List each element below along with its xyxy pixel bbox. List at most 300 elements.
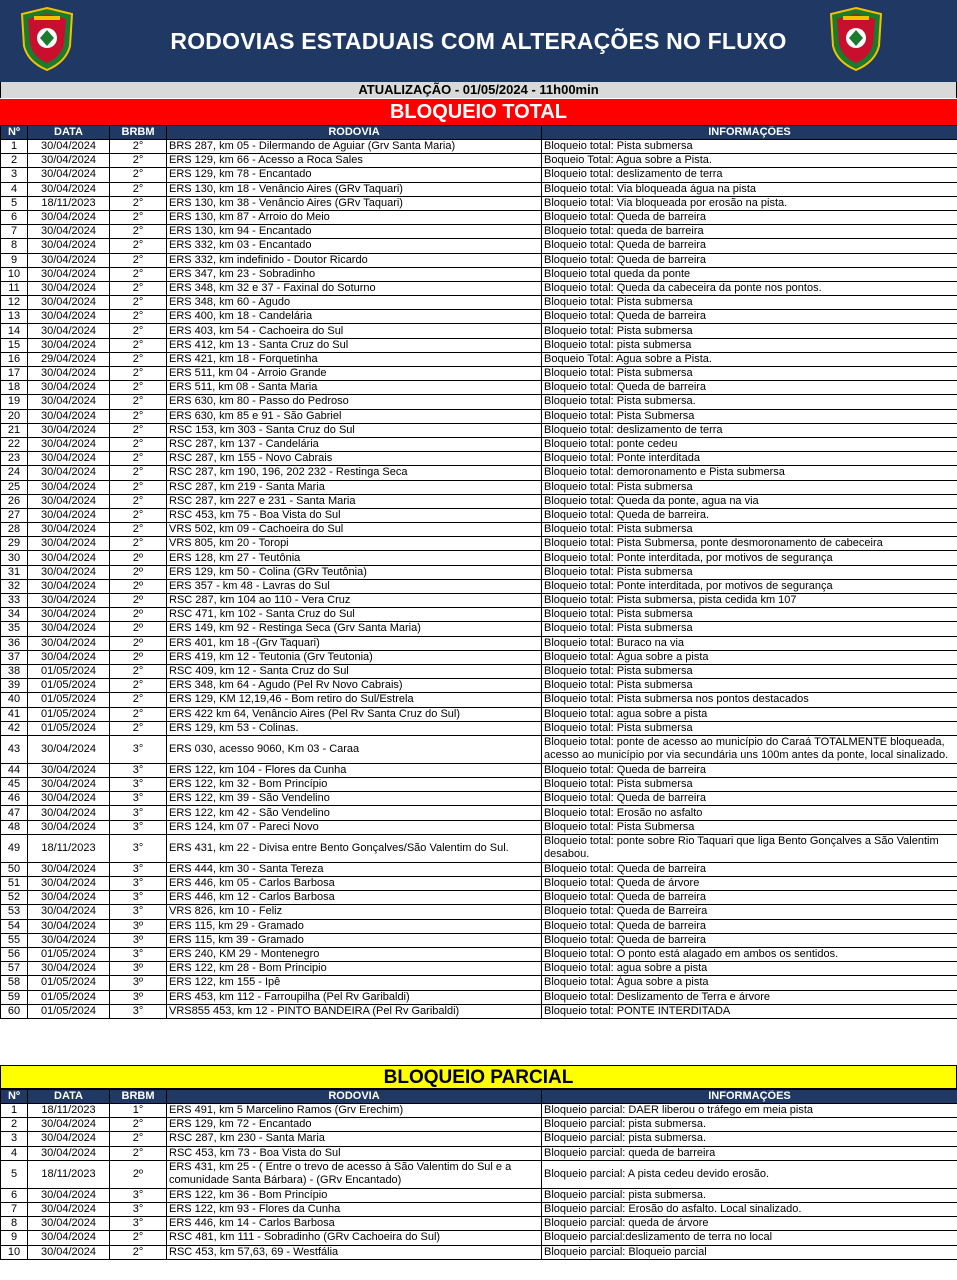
cell-date: 30/04/2024 (28, 735, 110, 763)
cell-road: VRS 805, km 20 - Toropi (167, 537, 542, 551)
cell-brbm: 3° (110, 877, 167, 891)
page-title: RODOVIAS ESTADUAIS COM ALTERAÇÕES NO FLUXO (170, 27, 787, 54)
cell-num: 8 (1, 239, 28, 253)
cell-num: 3 (1, 1132, 28, 1146)
table-row (1, 636, 957, 650)
table-row (1, 253, 957, 267)
cell-date: 01/05/2024 (28, 976, 110, 990)
table-row (1, 466, 957, 480)
cell-brbm: 2º (110, 565, 167, 579)
cell-brbm: 2° (110, 1132, 167, 1146)
cell-num: 5 (1, 1160, 28, 1188)
cell-info: Bloqueio total: Pista submersa. (542, 395, 957, 409)
cell-brbm: 2° (110, 1231, 167, 1245)
cell-brbm: 3° (110, 1202, 167, 1216)
cell-date: 30/04/2024 (28, 650, 110, 664)
cell-date: 30/04/2024 (28, 1146, 110, 1160)
cell-info: Bloqueio total: Queda de barreira (542, 310, 957, 324)
table-row (1, 452, 957, 466)
cell-road: ERS 630, km 85 e 91 - São Gabriel (167, 409, 542, 423)
cell-num: 11 (1, 281, 28, 295)
table-row (1, 1004, 957, 1018)
cell-brbm: 2° (110, 523, 167, 537)
cell-num: 9 (1, 253, 28, 267)
table-row (1, 154, 957, 168)
table-row (1, 1132, 957, 1146)
cell-num: 45 (1, 778, 28, 792)
cell-info: Bloqueio total: Queda de barreira (542, 862, 957, 876)
cell-num: 1 (1, 140, 28, 154)
cell-date: 30/04/2024 (28, 862, 110, 876)
cell-brbm: 2° (110, 352, 167, 366)
cell-brbm: 3° (110, 1004, 167, 1018)
cell-road: ERS 130, km 87 - Arroio do Meio (167, 210, 542, 224)
table-row (1, 480, 957, 494)
cell-date: 30/04/2024 (28, 281, 110, 295)
cell-info: Bloqueio total: Queda de barreira (542, 933, 957, 947)
cell-info: Bloqueio total: Pista submersa, pista cedida km 107 (542, 594, 957, 608)
cell-num: 15 (1, 338, 28, 352)
cell-date: 01/05/2024 (28, 693, 110, 707)
cell-date: 01/05/2024 (28, 1004, 110, 1018)
cell-road: ERS 357 - km 48 - Lavras do Sul (167, 579, 542, 593)
cell-date: 30/04/2024 (28, 296, 110, 310)
cell-num: 7 (1, 225, 28, 239)
cell-date: 30/04/2024 (28, 905, 110, 919)
cell-info: Bloqueio total: Queda de barreira. (542, 508, 957, 522)
cell-road: VRS 502, km 09 - Cachoeira do Sul (167, 523, 542, 537)
cell-date: 29/04/2024 (28, 352, 110, 366)
cell-num: 1 (1, 1104, 28, 1118)
cell-info: Bloqueio total: Pista submersa (542, 324, 957, 338)
cell-info: Bloqueio total: agua sobre a pista (542, 707, 957, 721)
cell-date: 01/05/2024 (28, 721, 110, 735)
cell-date: 30/04/2024 (28, 466, 110, 480)
cell-brbm: 2° (110, 679, 167, 693)
cell-num: 32 (1, 579, 28, 593)
cell-num: 42 (1, 721, 28, 735)
cell-date: 01/05/2024 (28, 990, 110, 1004)
page-header (0, 0, 957, 82)
cell-info: Bloqueio total: Pista submersa (542, 679, 957, 693)
table-row (1, 523, 957, 537)
table-row (1, 862, 957, 876)
cell-road: VRS 826, km 10 - Feliz (167, 905, 542, 919)
table-row (1, 834, 957, 862)
cell-brbm: 2º (110, 594, 167, 608)
table-row (1, 537, 957, 551)
cell-road: RSC 287, km 230 - Santa Maria (167, 1132, 542, 1146)
cell-date: 01/05/2024 (28, 707, 110, 721)
cell-date: 30/04/2024 (28, 636, 110, 650)
cell-road: ERS 453, km 112 - Farroupilha (Pel Rv Garibaldi) (167, 990, 542, 1004)
cell-brbm: 2° (110, 537, 167, 551)
cell-road: ERS 122, km 39 - São Vendelino (167, 792, 542, 806)
cell-road: ERS 030, acesso 9060, Km 03 - Caraa (167, 735, 542, 763)
cell-num: 31 (1, 565, 28, 579)
cell-info: Bloqueio total: Pista submersa nos pontos destacados (542, 693, 957, 707)
table-row (1, 409, 957, 423)
cell-info: Bloqueio total: Pista submersa (542, 480, 957, 494)
cell-road: ERS 412, km 13 - Santa Cruz do Sul (167, 338, 542, 352)
cell-brbm: 3° (110, 947, 167, 961)
cell-brbm: 2° (110, 494, 167, 508)
table-row (1, 905, 957, 919)
cell-road: ERS 332, km indefinido - Doutor Ricardo (167, 253, 542, 267)
cell-info: Bloqueio total: Queda de árvore (542, 877, 957, 891)
cell-date: 30/04/2024 (28, 1132, 110, 1146)
cell-date: 01/05/2024 (28, 679, 110, 693)
table-row (1, 976, 957, 990)
cell-num: 51 (1, 877, 28, 891)
table-row (1, 693, 957, 707)
cell-info: Bloqueio total: O ponto está alagado em ambos os sentidos. (542, 947, 957, 961)
cell-info: Bloqueio total: queda de barreira (542, 225, 957, 239)
table-row (1, 707, 957, 721)
table-row (1, 140, 957, 154)
cell-info: Bloqueio total: Ponte interditada (542, 452, 957, 466)
cell-brbm: 3º (110, 962, 167, 976)
col-header-brbm: BRBM (110, 1090, 167, 1104)
cell-info: Bloqueio total: PONTE INTERDITADA (542, 1004, 957, 1018)
cell-date: 30/04/2024 (28, 225, 110, 239)
cell-info: Bloqueio total: Pista Submersa (542, 409, 957, 423)
cell-num: 54 (1, 919, 28, 933)
table-row (1, 792, 957, 806)
cell-date: 30/04/2024 (28, 182, 110, 196)
cell-info: Bloqueio total: Queda de barreira (542, 919, 957, 933)
cell-road: RSC 153, km 303 - Santa Cruz do Sul (167, 423, 542, 437)
table-row (1, 990, 957, 1004)
cell-brbm: 2° (110, 452, 167, 466)
cell-brbm: 2º (110, 636, 167, 650)
table-row (1, 1104, 957, 1118)
cell-brbm: 3° (110, 834, 167, 862)
cell-brbm: 1° (110, 1104, 167, 1118)
brigada-badge-icon (18, 6, 76, 72)
cell-road: ERS 446, km 14 - Carlos Barbosa (167, 1217, 542, 1231)
cell-road: ERS 129, km 72 - Encantado (167, 1118, 542, 1132)
cell-info: Bloqueio total: Queda de barreira (542, 381, 957, 395)
table-row (1, 310, 957, 324)
cell-info: Bloqueio parcial: Bloqueio parcial (542, 1245, 957, 1259)
cell-info: Bloqueio total: Pista submersa (542, 296, 957, 310)
cell-info: Bloqueio total: Pista submersa (542, 778, 957, 792)
cell-num: 6 (1, 1188, 28, 1202)
table-row (1, 820, 957, 834)
cell-road: RSC 287, km 190, 196, 202 232 - Restinga Seca (167, 466, 542, 480)
cell-info: Bloqueio total: ponte sobre Rio Taquari que liga Bento Gonçalves a São Valentim desabou. (542, 834, 957, 862)
cell-road: RSC 481, km 111 - Sobradinho (GRv Cachoeira do Sul) (167, 1231, 542, 1245)
cell-info: Bloqueio total: demoronamento e Pista submersa (542, 466, 957, 480)
cell-road: ERS 431, km 25 - ( Entre o trevo de acesso à São Valentim do Sul e a comunidade Santa Bárbara) - (GRv Encantado) (167, 1160, 542, 1188)
cell-num: 35 (1, 622, 28, 636)
cell-info: Bloqueio total: Pista submersa (542, 140, 957, 154)
cell-info: Bloqueio total: Pista submersa (542, 367, 957, 381)
cell-info: Bloqueio total: Pista submersa (542, 622, 957, 636)
cell-date: 01/05/2024 (28, 664, 110, 678)
cell-num: 52 (1, 891, 28, 905)
cell-info: Bloqueio parcial: Erosão do asfalto. Local sinalizado. (542, 1202, 957, 1216)
cell-info: Bloqueio total queda da ponte (542, 267, 957, 281)
cell-road: ERS 122, km 36 - Bom Princípio (167, 1188, 542, 1202)
cell-date: 30/04/2024 (28, 480, 110, 494)
table-row (1, 594, 957, 608)
cell-date: 30/04/2024 (28, 168, 110, 182)
cell-road: RSC 471, km 102 - Santa Cruz do Sul (167, 608, 542, 622)
cell-info: Bloqueio total: pista submersa (542, 338, 957, 352)
cell-road: ERS 130, km 94 - Encantado (167, 225, 542, 239)
partial-block-table (0, 1089, 957, 1260)
cell-date: 30/04/2024 (28, 381, 110, 395)
cell-info: Bloqueio total: Pista submersa (542, 664, 957, 678)
cell-road: ERS 444, km 30 - Santa Tereza (167, 862, 542, 876)
table-row (1, 210, 957, 224)
cell-road: ERS 348, km 32 e 37 - Faxinal do Soturno (167, 281, 542, 295)
cell-brbm: 3° (110, 862, 167, 876)
cell-info: Bloqueio total: Pista submersa (542, 523, 957, 537)
table-row (1, 933, 957, 947)
cell-date: 30/04/2024 (28, 409, 110, 423)
cell-brbm: 3º (110, 990, 167, 1004)
cell-date: 18/11/2023 (28, 1104, 110, 1118)
cell-brbm: 3° (110, 735, 167, 763)
cell-num: 6 (1, 210, 28, 224)
cell-road: ERS 129, KM 12,19,46 - Bom retiro do Sul/Estrela (167, 693, 542, 707)
cell-info: Bloqueio total: deslizamento de terra (542, 423, 957, 437)
cell-date: 30/04/2024 (28, 919, 110, 933)
col-header-brbm: BRBM (110, 126, 167, 140)
cell-road: ERS 129, km 78 - Encantado (167, 168, 542, 182)
cell-road: RSC 287, km 137 - Candelária (167, 437, 542, 451)
cell-num: 50 (1, 862, 28, 876)
cell-num: 43 (1, 735, 28, 763)
cell-info: Bloqueio total: Pista submersa (542, 565, 957, 579)
table-row (1, 622, 957, 636)
cell-info: Bloqueio total: Queda de Barreira (542, 905, 957, 919)
cell-info: Bloqueio total: Ponte interditada, por motivos de segurança (542, 579, 957, 593)
cell-road: ERS 124, km 07 - Pareci Novo (167, 820, 542, 834)
cell-num: 17 (1, 367, 28, 381)
cell-info: Bloqueio parcial: queda de árvore (542, 1217, 957, 1231)
cell-brbm: 2° (110, 508, 167, 522)
table-row (1, 267, 957, 281)
cell-road: ERS 630, km 80 - Passo do Pedroso (167, 395, 542, 409)
cell-brbm: 2° (110, 466, 167, 480)
cell-num: 12 (1, 296, 28, 310)
cell-brbm: 2º (110, 579, 167, 593)
cell-brbm: 2º (110, 551, 167, 565)
cell-info: Bloqueio total: agua sobre a pista (542, 962, 957, 976)
cell-date: 30/04/2024 (28, 1231, 110, 1245)
cell-road: ERS 129, km 66 - Acesso a Roca Sales (167, 154, 542, 168)
cell-date: 30/04/2024 (28, 395, 110, 409)
cell-num: 25 (1, 480, 28, 494)
cell-num: 18 (1, 381, 28, 395)
table-row (1, 551, 957, 565)
table-row (1, 296, 957, 310)
cell-date: 30/04/2024 (28, 792, 110, 806)
cell-num: 5 (1, 196, 28, 210)
cell-road: ERS 348, km 64 - Agudo (Pel Rv Novo Cabrais) (167, 679, 542, 693)
table-row (1, 1245, 957, 1259)
cell-brbm: 2° (110, 707, 167, 721)
cell-date: 30/04/2024 (28, 1217, 110, 1231)
cell-road: ERS 332, km 03 - Encantado (167, 239, 542, 253)
cell-road: ERS 421, km 18 - Forquetinha (167, 352, 542, 366)
cell-brbm: 3° (110, 905, 167, 919)
table-row (1, 338, 957, 352)
table-row (1, 664, 957, 678)
cell-road: ERS 419, km 12 - Teutonia (Grv Teutonia) (167, 650, 542, 664)
cell-brbm: 2° (110, 168, 167, 182)
cell-num: 9 (1, 1231, 28, 1245)
cell-brbm: 2° (110, 721, 167, 735)
cell-date: 30/04/2024 (28, 622, 110, 636)
cell-info: Bloqueio total: Via bloqueada por erosão na pista. (542, 196, 957, 210)
cell-num: 48 (1, 820, 28, 834)
cell-info: Bloqueio parcial: pista submersa. (542, 1132, 957, 1146)
cell-road: ERS 115, km 39 - Gramado (167, 933, 542, 947)
table-row (1, 395, 957, 409)
cell-date: 30/04/2024 (28, 1245, 110, 1259)
table-row (1, 225, 957, 239)
cell-info: Bloqueio total: ponte de acesso ao município do Caraá TOTALMENTE bloqueada, acesso ao município por via secundária uns 100m antes da ponte, local sinalizado. (542, 735, 957, 763)
cell-road: BRS 287, km 05 - Dilermando de Aguiar (Grv Santa Maria) (167, 140, 542, 154)
cell-brbm: 3º (110, 919, 167, 933)
cell-brbm: 3° (110, 891, 167, 905)
cell-brbm: 2° (110, 324, 167, 338)
cell-info: Bloqueio total: Queda de barreira (542, 210, 957, 224)
cell-brbm: 3° (110, 792, 167, 806)
table-row (1, 735, 957, 763)
cell-brbm: 2° (110, 253, 167, 267)
table-row (1, 650, 957, 664)
cell-date: 30/04/2024 (28, 594, 110, 608)
cell-num: 26 (1, 494, 28, 508)
cell-road: RSC 287, km 155 - Novo Cabrais (167, 452, 542, 466)
cell-road: ERS 122, km 93 - Flores da Cunha (167, 1202, 542, 1216)
table-row (1, 324, 957, 338)
cell-brbm: 3° (110, 1188, 167, 1202)
cell-num: 53 (1, 905, 28, 919)
cell-info: Bloqueio total: Queda de barreira (542, 239, 957, 253)
cell-date: 30/04/2024 (28, 367, 110, 381)
cell-info: Bloqueio total: Buraco na via (542, 636, 957, 650)
cell-num: 58 (1, 976, 28, 990)
cell-num: 46 (1, 792, 28, 806)
cell-num: 41 (1, 707, 28, 721)
cell-info: Bloqueio total: Queda de barreira (542, 253, 957, 267)
cell-road: ERS 511, km 04 - Arroio Grande (167, 367, 542, 381)
cell-num: 28 (1, 523, 28, 537)
table-row (1, 579, 957, 593)
cell-date: 30/04/2024 (28, 154, 110, 168)
table-row (1, 423, 957, 437)
cell-brbm: 3° (110, 763, 167, 777)
cell-info: Bloqueio total: Deslizamento de Terra e árvore (542, 990, 957, 1004)
cell-num: 44 (1, 763, 28, 777)
col-header-info: INFORMAÇÕES (542, 1090, 957, 1104)
cell-road: ERS 431, km 22 - Divisa entre Bento Gonçalves/São Valentim do Sul. (167, 834, 542, 862)
table-header-row (1, 1090, 957, 1104)
table-row (1, 182, 957, 196)
cell-date: 30/04/2024 (28, 763, 110, 777)
cell-info: Bloqueio parcial: DAER liberou o tráfego em meia pista (542, 1104, 957, 1118)
table-row (1, 367, 957, 381)
cell-date: 30/04/2024 (28, 210, 110, 224)
cell-num: 24 (1, 466, 28, 480)
cell-brbm: 2º (110, 622, 167, 636)
table-row (1, 721, 957, 735)
update-timestamp: ATUALIZAÇÃO - 01/05/2024 - 11h00min (0, 82, 957, 98)
cell-date: 30/04/2024 (28, 1188, 110, 1202)
table-row (1, 947, 957, 961)
cell-date: 30/04/2024 (28, 551, 110, 565)
cell-num: 4 (1, 182, 28, 196)
cell-road: ERS 446, km 05 - Carlos Barbosa (167, 877, 542, 891)
cell-date: 30/04/2024 (28, 962, 110, 976)
cell-brbm: 3° (110, 778, 167, 792)
cell-brbm: 2° (110, 338, 167, 352)
cell-date: 30/04/2024 (28, 891, 110, 905)
cell-info: Bloqueio total: Água sobre a pista (542, 976, 957, 990)
cell-num: 38 (1, 664, 28, 678)
table-row (1, 763, 957, 777)
cell-num: 2 (1, 154, 28, 168)
cell-date: 18/11/2023 (28, 196, 110, 210)
cell-road: ERS 122, km 104 - Flores da Cunha (167, 763, 542, 777)
table-row (1, 806, 957, 820)
cell-brbm: 3° (110, 806, 167, 820)
cell-info: Bloqueio total: deslizamento de terra (542, 168, 957, 182)
cell-date: 30/04/2024 (28, 1202, 110, 1216)
cell-date: 30/04/2024 (28, 820, 110, 834)
cell-date: 30/04/2024 (28, 324, 110, 338)
cell-info: Bloqueio total: Erosão no asfalto (542, 806, 957, 820)
table-row (1, 494, 957, 508)
table-row (1, 1202, 957, 1216)
col-header-info: INFORMAÇÕES (542, 126, 957, 140)
cell-brbm: 2° (110, 395, 167, 409)
table-row (1, 168, 957, 182)
cell-date: 30/04/2024 (28, 140, 110, 154)
cell-num: 29 (1, 537, 28, 551)
cell-date: 30/04/2024 (28, 565, 110, 579)
cell-road: RSC 287, km 227 e 231 - Santa Maria (167, 494, 542, 508)
cell-num: 16 (1, 352, 28, 366)
cell-brbm: 2° (110, 381, 167, 395)
cell-road: ERS 122, km 28 - Bom Principio (167, 962, 542, 976)
cell-brbm: 2° (110, 310, 167, 324)
cell-num: 23 (1, 452, 28, 466)
table-header-row (1, 126, 957, 140)
cell-num: 27 (1, 508, 28, 522)
table-row (1, 778, 957, 792)
cell-brbm: 2° (110, 664, 167, 678)
cell-date: 30/04/2024 (28, 310, 110, 324)
cell-info: Bloqueio total: Queda de barreira (542, 792, 957, 806)
cell-num: 3 (1, 168, 28, 182)
cell-info: Bloqueio total: ponte cedeu (542, 437, 957, 451)
table-row (1, 891, 957, 905)
cell-road: ERS 129, km 53 - Colinas. (167, 721, 542, 735)
cell-num: 56 (1, 947, 28, 961)
cell-num: 34 (1, 608, 28, 622)
section-title-parcial: BLOQUEIO PARCIAL (0, 1065, 957, 1089)
cell-road: RSC 453, km 57,63, 69 - Westfália (167, 1245, 542, 1259)
cell-brbm: 2° (110, 154, 167, 168)
